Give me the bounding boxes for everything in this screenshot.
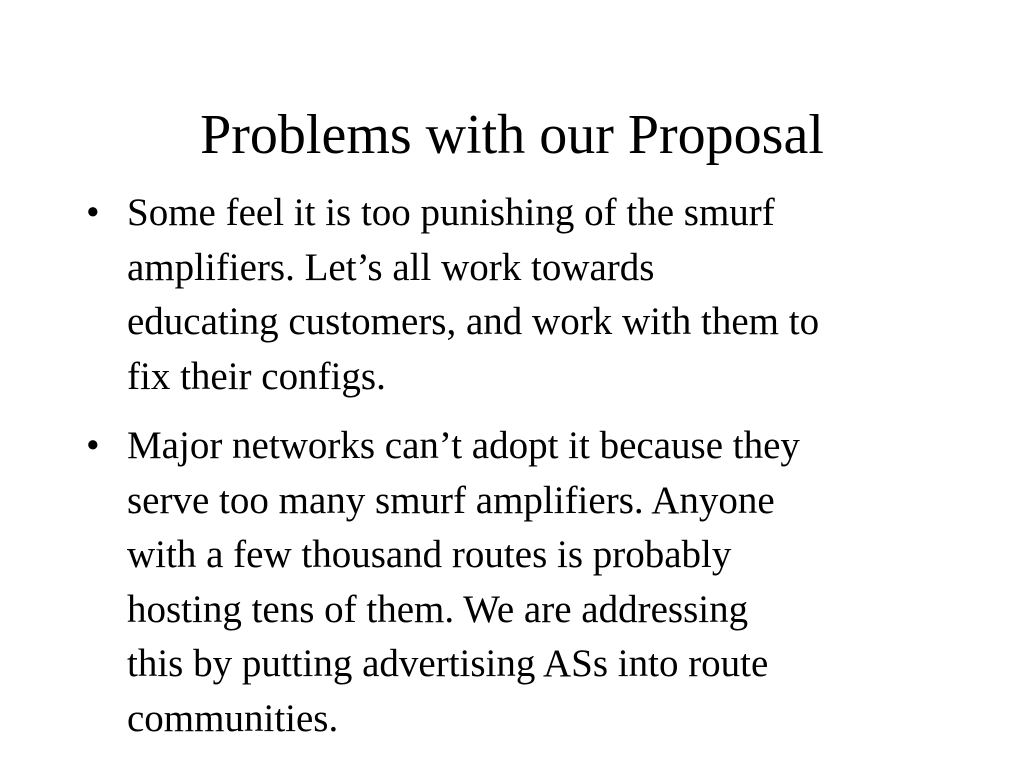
bullet-line: with a few thousand routes is probably <box>127 533 732 576</box>
bullet-line: Major networks can’t adopt it because they <box>127 424 800 467</box>
bullet-line: communities. <box>127 696 339 740</box>
bullet-text <box>127 186 946 404</box>
bullet-list <box>86 186 946 761</box>
bullet-marker-icon: • <box>86 191 100 234</box>
slide-title: Problems with our Proposal <box>200 104 824 166</box>
bullet-marker-icon: • <box>86 424 100 467</box>
bullet-line: serve too many smurf amplifiers. Anyone <box>127 478 775 522</box>
bullet-item <box>86 419 946 746</box>
bullet-line: fix their configs. <box>127 354 386 398</box>
bullet-line: educating customers, and work with them to <box>127 300 820 343</box>
bullet-line: hosting tens of them. We are addressing <box>127 587 749 631</box>
bullet-item <box>86 186 946 404</box>
bullet-line: this by putting advertising ASs into route <box>127 642 769 685</box>
bullet-line: amplifiers. Let’s all work towards <box>127 245 655 289</box>
bullet-text <box>127 419 946 746</box>
bullet-line: Some feel it is too punishing of the smurf <box>127 191 775 234</box>
